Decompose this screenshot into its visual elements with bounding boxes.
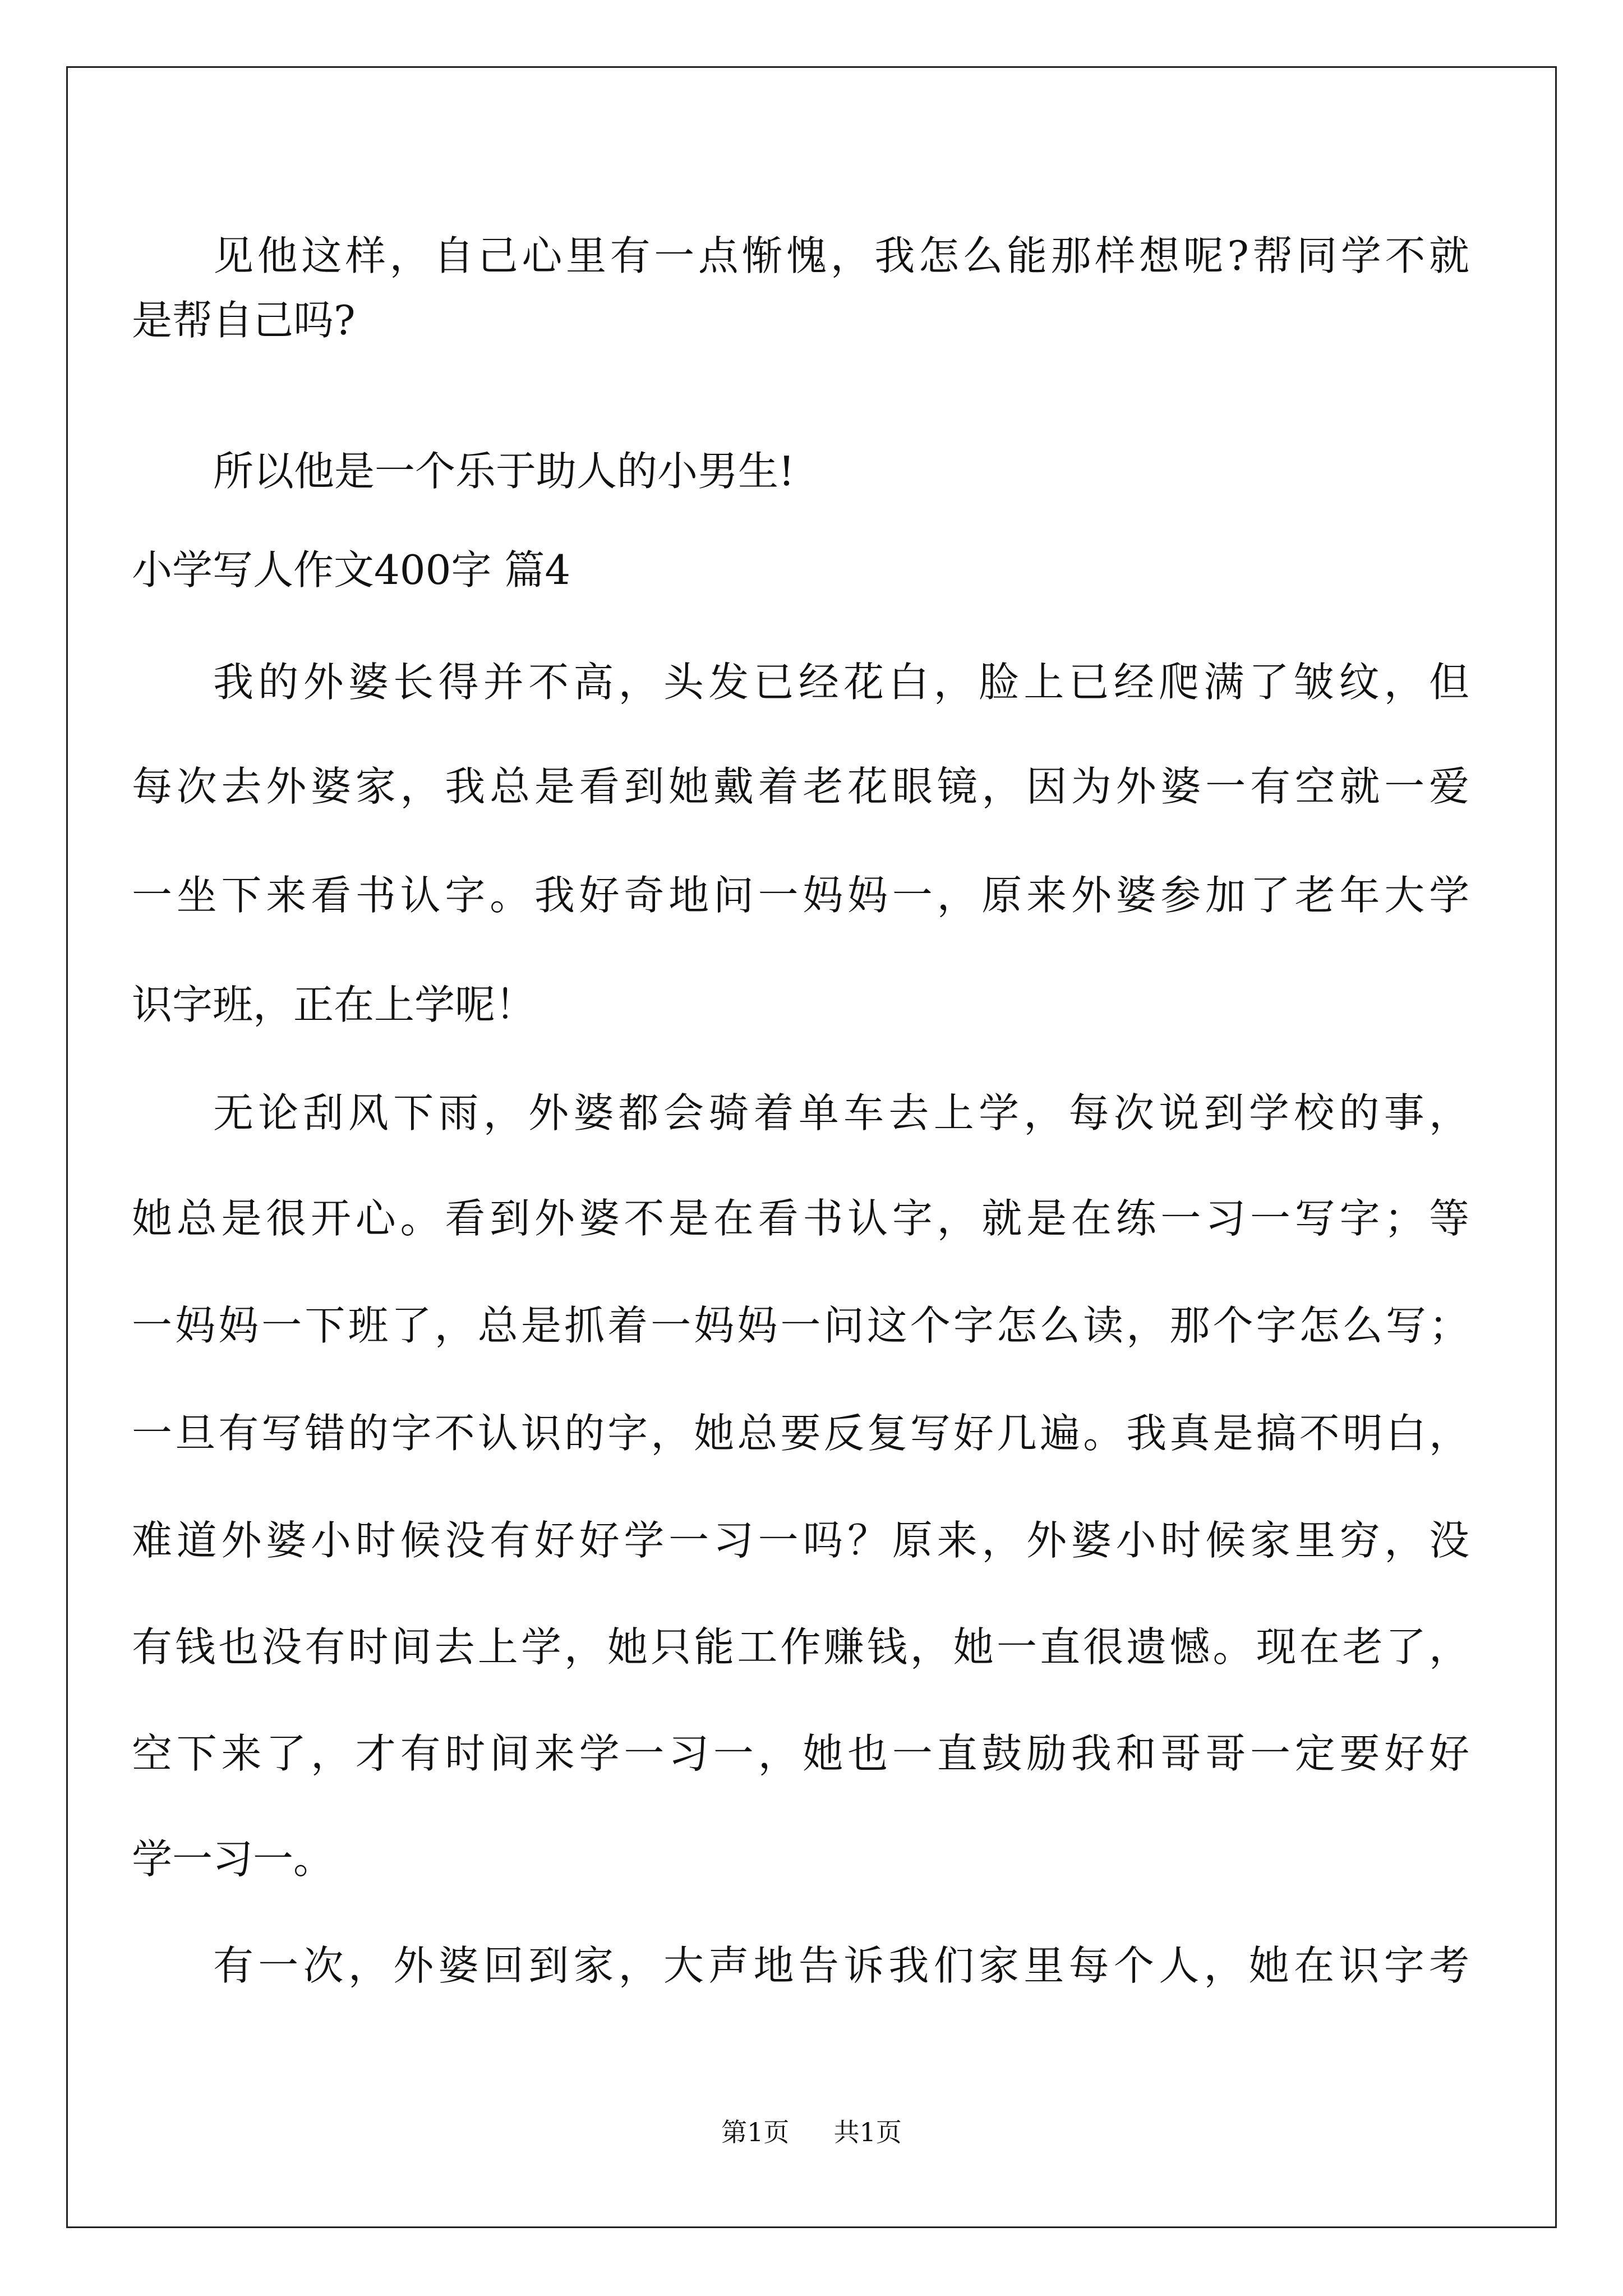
paragraph-line: 有钱也没有时间去上学，她只能工作赚钱，她一直很遗憾。现在老了， [132,1623,1469,1671]
paragraph-line: 一坐下来看书认字。我好奇地问一妈妈一，原来外婆参加了老年大学 [132,872,1469,919]
section-heading: 小学写人作文400字 篇4 [132,546,571,593]
page-border [66,66,1557,2228]
paragraph-line: 她总是很开心。看到外婆不是在看书认字，就是在练一习一写字；等 [132,1195,1469,1242]
paragraph-line: 所以他是一个乐于助人的小男生! [213,448,795,495]
paragraph-line: 空下来了，才有时间来学一习一，她也一直鼓励我和哥哥一定要好好 [132,1730,1469,1777]
paragraph-line: 无论刮风下雨，外婆都会骑着单车去上学，每次说到学校的事， [213,1089,1469,1137]
paragraph-line: 学一习一。 [132,1835,334,1883]
paragraph-line: 一妈妈一下班了，总是抓着一妈妈一问这个字怎么读，那个字怎么写； [132,1302,1469,1349]
paragraph-line: 有一次，外婆回到家，大声地告诉我们家里每个人，她在识字考 [213,1942,1469,1989]
paragraph-line: 每次去外婆家，我总是看到她戴着老花眼镜，因为外婆一有空就一爱 [132,763,1469,810]
paragraph-line: 难道外婆小时候没有好好学一习一吗？原来，外婆小时候家里穷，没 [132,1517,1469,1564]
paragraph-line: 我的外婆长得并不高，头发已经花白，脸上已经爬满了皱纹，但 [213,659,1469,706]
paragraph-line: 是帮自己吗? [132,297,356,344]
page-number: 第1页 [721,2117,790,2147]
paragraph-line: 识字班，正在上学呢！ [132,981,536,1028]
paragraph-line: 一旦有写错的字不认识的字，她总要反复写好几遍。我真是搞不明白， [132,1410,1469,1457]
page-total: 共1页 [833,2117,902,2147]
page-footer [0,2119,1623,2145]
paragraph-line: 见他这样，自己心里有一点惭愧，我怎么能那样想呢?帮同学不就 [213,232,1469,279]
